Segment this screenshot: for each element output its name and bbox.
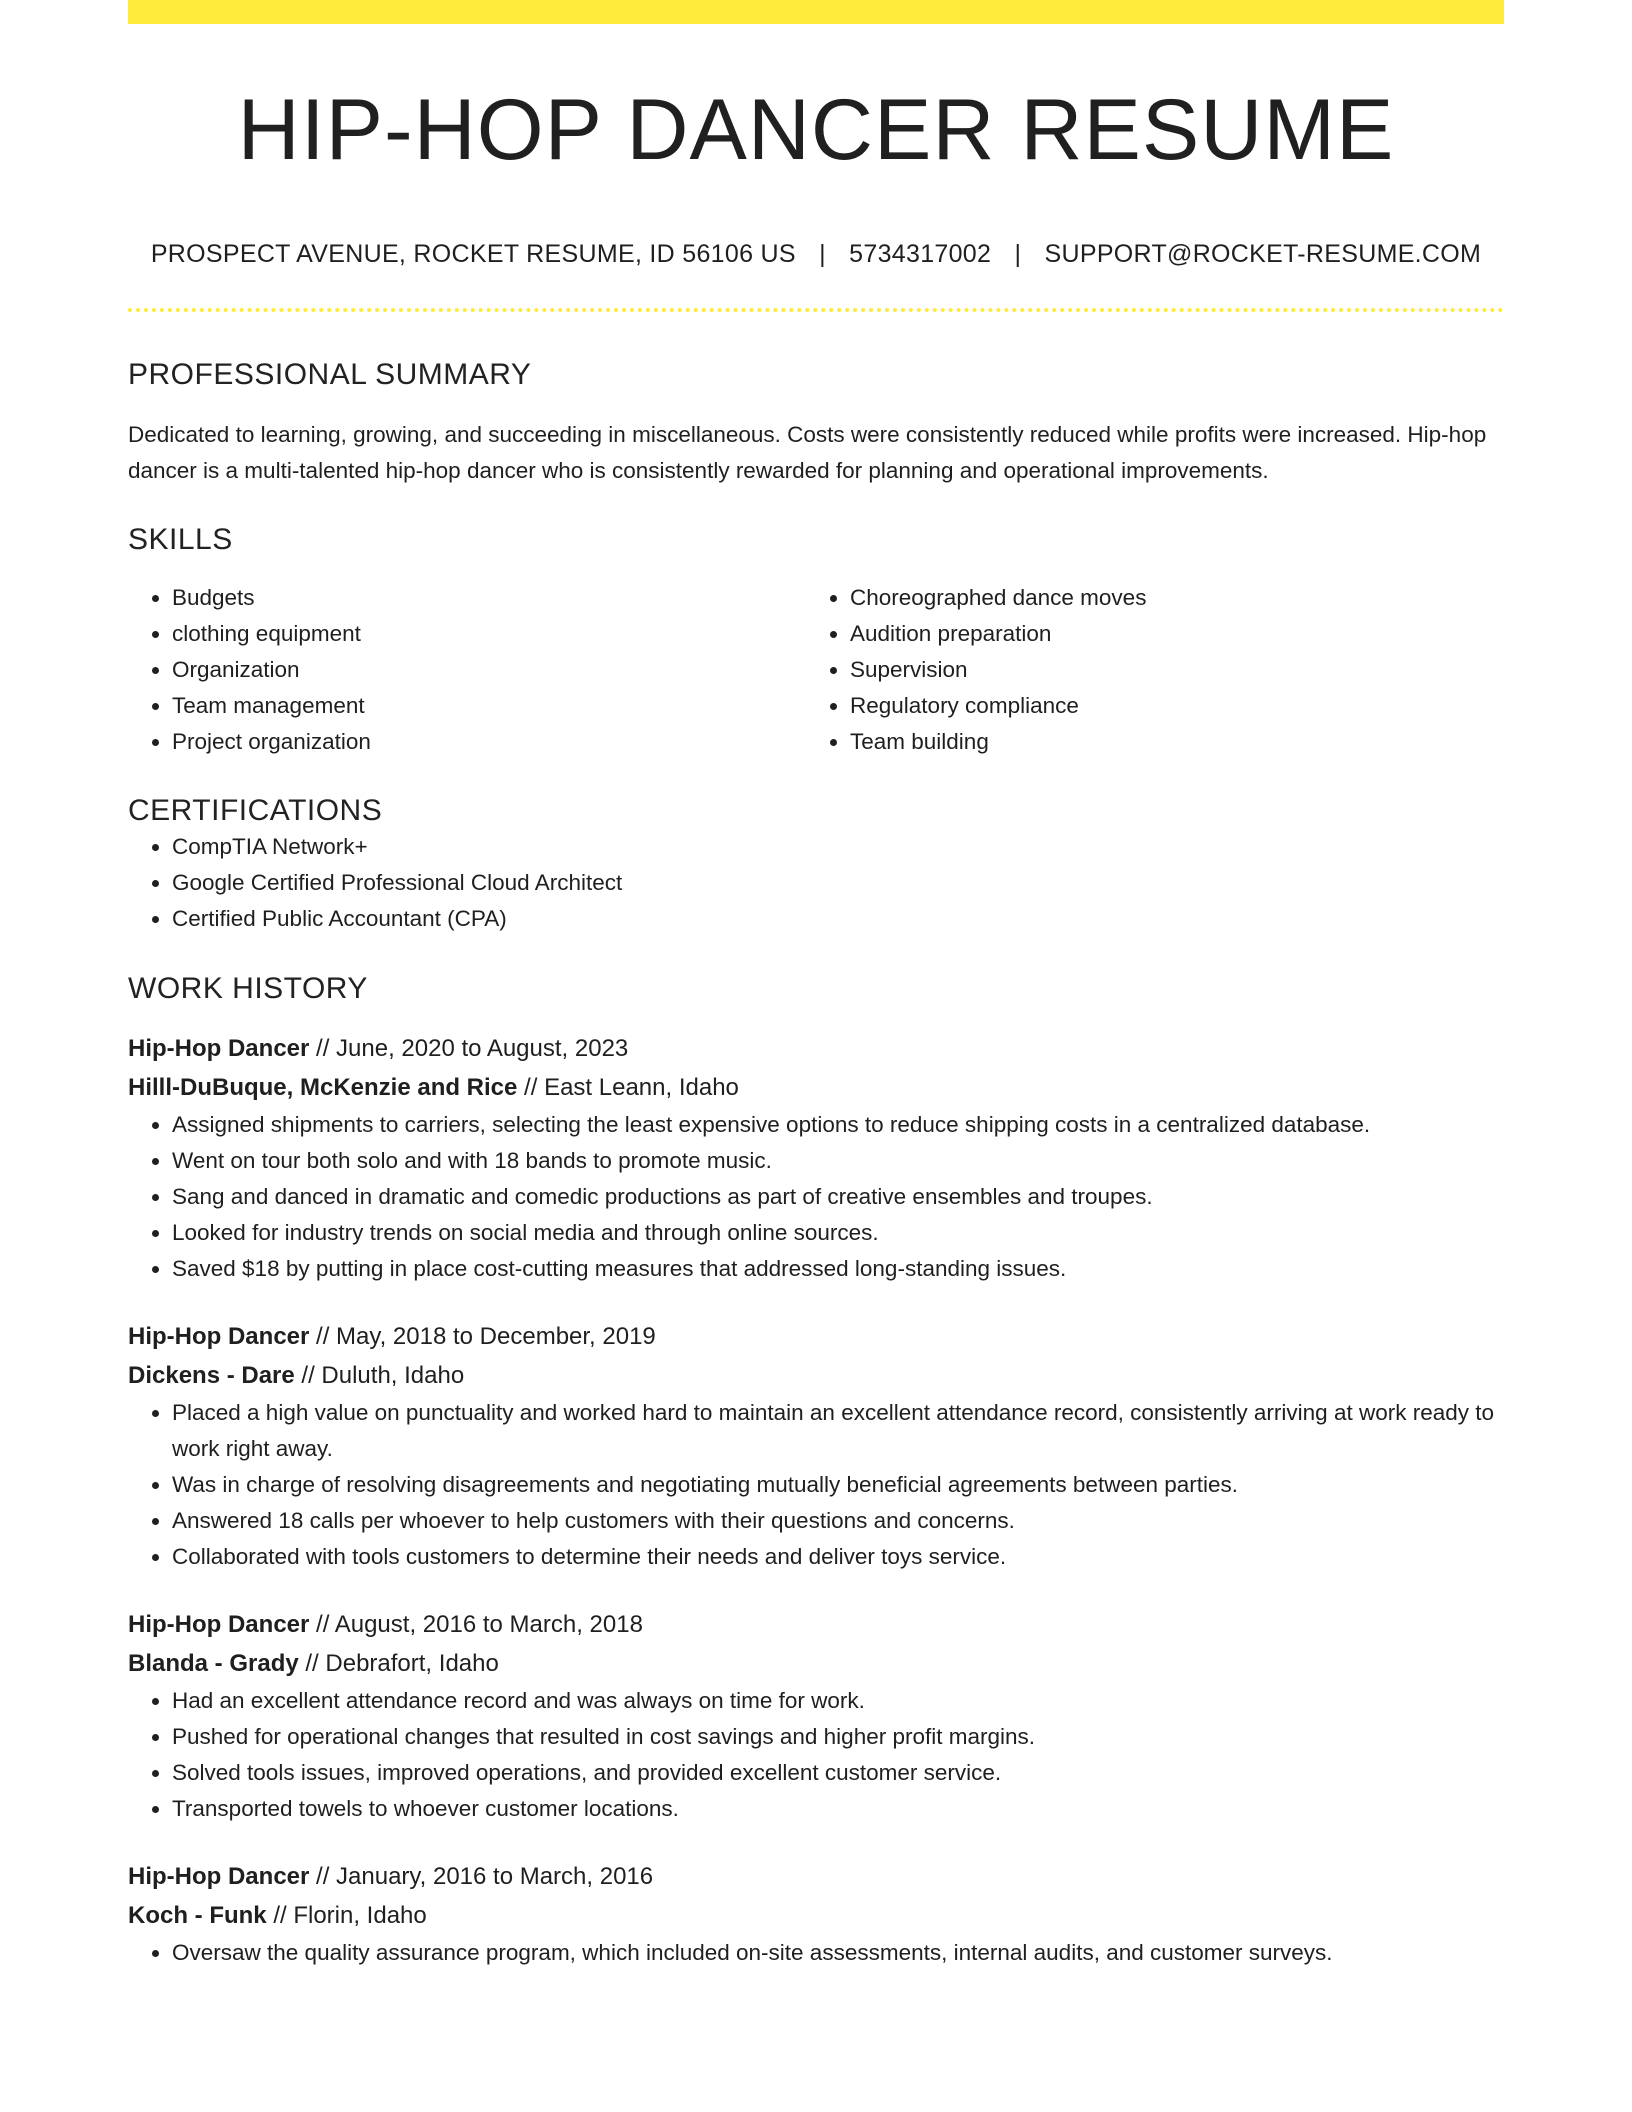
resume-content [128,24,1504,1971]
job-title: Hip-Hop Dancer [128,1035,310,1062]
skills-column-left [128,580,806,760]
job-separator: // [309,1323,337,1350]
job-bullet: • Saved $18 by putting in place cost-cutting measures that addressed long-standing issues. [172,1251,1504,1287]
contact-line [128,238,1504,270]
job-company: Blanda - Grady [128,1650,299,1677]
job-title-line [128,1317,1504,1356]
job-title: Hip-Hop Dancer [128,1863,310,1890]
skill-item: • clothing equipment [172,616,806,652]
job-title: Hip-Hop Dancer [128,1323,310,1350]
job-title: Hip-Hop Dancer [128,1611,310,1638]
skills-heading: SKILLS [128,523,233,556]
job-bullet: • Went on tour both solo and with 18 bands to promote music. [172,1143,1504,1179]
resume-title: HIP-HOP DANCER RESUME [237,82,1395,178]
job-separator: // [266,1902,294,1929]
job-bullet: • Pushed for operational changes that resulted in cost savings and higher profit margins. [172,1719,1504,1755]
job-separator: // [298,1650,326,1677]
job-company-line [128,1068,1504,1107]
job-bullet: • Answered 18 calls per whoever to help customers with their questions and concerns. [172,1503,1504,1539]
dotted-divider [128,308,1504,312]
job-company: Dickens - Dare [128,1362,295,1389]
job-bullet: • Solved tools issues, improved operations, and provided excellent customer service. [172,1755,1504,1791]
skills-list-right [806,580,1484,760]
job-dates: August, 2016 to March, 2018 [334,1611,643,1638]
job-separator: // [309,1611,335,1638]
certification-item: • CompTIA Network+ [172,829,1504,865]
skill-item: • Regulatory compliance [850,688,1484,724]
job-separator: // [517,1074,545,1101]
job-bullet-list [128,1683,1504,1827]
skill-item: • Choreographed dance moves [850,580,1484,616]
skill-item: • Organization [172,652,806,688]
job-separator: // [309,1863,337,1890]
job-bullet-list [128,1395,1504,1575]
job-bullet: • Was in charge of resolving disagreements and negotiating mutually beneficial agreements between parties. [172,1467,1504,1503]
job-location: Debrafort, Idaho [325,1650,499,1677]
skill-item: • Audition preparation [850,616,1484,652]
skill-item: • Supervision [850,652,1484,688]
job-bullet: • Collaborated with tools customers to determine their needs and deliver toys service. [172,1539,1504,1575]
skill-item: • Project organization [172,724,806,760]
job-company-line [128,1644,1504,1683]
job-entry [128,1317,1504,1575]
job-bullet: • Assigned shipments to carriers, selecting the least expensive options to reduce shipping costs in a centralized database. [172,1107,1504,1143]
skills-list-left [128,580,806,760]
accent-top-bar [128,0,1504,24]
job-location: Florin, Idaho [293,1902,427,1929]
skills-column-right [806,580,1484,760]
job-title-line [128,1857,1504,1896]
skill-item: • Team building [850,724,1484,760]
summary-text: Dedicated to learning, growing, and succeeding in miscellaneous. Costs were consistently reduced while profits were increased. Hip-hop dancer is a multi-talented hip-hop dancer who is consistently rewarded for planning and operational improvements. [128,422,1487,483]
job-company-line [128,1896,1504,1935]
certifications-heading: CERTIFICATIONS [128,794,383,827]
job-entry [128,1029,1504,1287]
job-entry [128,1857,1504,1971]
job-entry [128,1605,1504,1827]
work-history-heading: WORK HISTORY [128,972,368,1005]
contact-address: PROSPECT AVENUE, ROCKET RESUME, ID 56106 US [150,240,796,268]
contact-separator: | [1014,240,1022,268]
job-company: Koch - Funk [128,1902,267,1929]
skill-item: • Team management [172,688,806,724]
job-bullet: • Transported towels to whoever customer locations. [172,1791,1504,1827]
job-bullet-list [128,1107,1504,1287]
skills-grid [128,580,1504,760]
job-title-line [128,1029,1504,1068]
contact-phone: 5734317002 [849,240,992,268]
job-title-line [128,1605,1504,1644]
contact-separator: | [819,240,826,268]
certification-item: • Google Certified Professional Cloud Architect [172,865,1504,901]
skill-item: • Budgets [172,580,806,616]
job-bullet-list [128,1935,1504,1971]
job-location: Duluth, Idaho [321,1362,465,1389]
job-bullet: • Had an excellent attendance record and was always on time for work. [172,1683,1504,1719]
job-bullet: • Sang and danced in dramatic and comedic productions as part of creative ensembles and troupes. [172,1179,1504,1215]
certifications-list [128,829,1504,937]
contact-email: SUPPORT@ROCKET-RESUME.COM [1044,240,1482,268]
job-separator: // [309,1035,337,1062]
job-location: East Leann, Idaho [544,1074,739,1101]
certification-item: • Certified Public Accountant (CPA) [172,901,1504,937]
job-bullet: • Looked for industry trends on social media and through online sources. [172,1215,1504,1251]
job-bullet: • Placed a high value on punctuality and worked hard to maintain an excellent attendance record, consistently arriving at work ready to work right away. [172,1395,1504,1467]
job-bullet: • Oversaw the quality assurance program, which included on-site assessments, internal audits, and customer surveys. [172,1935,1504,1971]
job-dates: January, 2016 to March, 2016 [336,1863,654,1890]
job-dates: June, 2020 to August, 2023 [336,1035,629,1062]
job-company: Hilll-DuBuque, McKenzie and Rice [128,1074,518,1101]
job-separator: // [294,1362,322,1389]
job-dates: May, 2018 to December, 2019 [336,1323,656,1350]
job-company-line [128,1356,1504,1395]
summary-heading: PROFESSIONAL SUMMARY [128,358,532,391]
